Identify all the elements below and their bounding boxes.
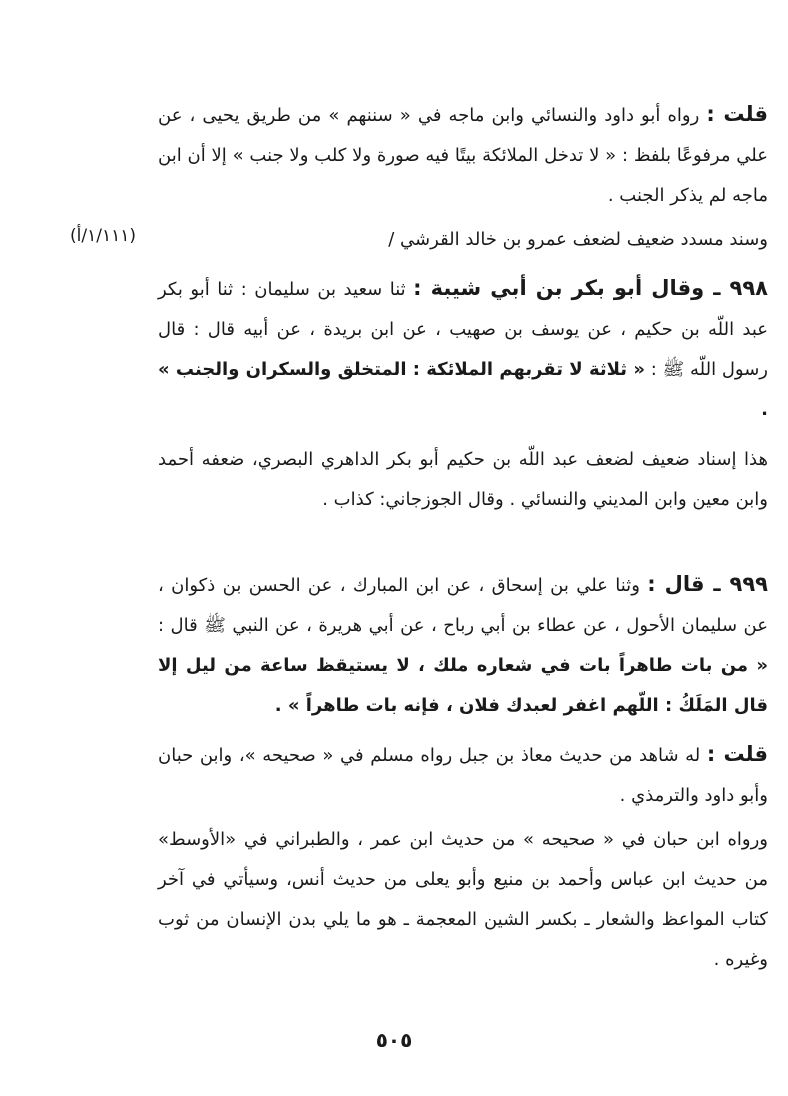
hadith-998 [158,268,768,430]
paragraph-qultu-1 [158,94,768,216]
paragraph-text: ورواه ابن حبان في « صحيحه » من حديث ابن عمر ، والطبراني في «الأوسط» من حديث ابن عباس وأحمد بن منيع وأبو يعلى من حديث أنس، وسيأتي في آخر كتاب المواعظ والشعار ـ بكسر الشين المعجمة ـ هو ما يلي بدن الإنسان من ثوب وغيره . [158,829,768,970]
paragraph-text: رواه أبو داود والنسائي وابن ماجه في « سننهم » من طريق يحيى ، عن علي مرفوعًا بلفظ : « لا تدخل الملائكة بيتًا فيه صورة ولا كلب ولا جنب » إلا أن ابن ماجه لم يذكر الجنب . [158,105,768,206]
paragraph-text: هذا إسناد ضعيف لضعف عبد اللّه بن حكيم أبو بكر الداهري البصري، ضعفه أحمد وابن معين وابن المديني والنسائي . وقال الجوزجاني: كذاب . [158,449,768,510]
margin-reference: (١/١١١/أ) [70,226,136,246]
hadith-matn: « ثلاثة لا تقربهم الملائكة : المتخلق والسكران والجنب » . [158,359,768,420]
paragraph-lead: قلت : [706,102,768,126]
hadith-999 [158,564,768,726]
paragraph-isnad-daif [158,440,768,520]
paragraph-qultu-2 [158,734,768,816]
paragraph-ibn-hibban [158,820,768,980]
paragraph-lead: قلت : [706,742,768,766]
paragraph-text: له شاهد من حديث معاذ بن جبل رواه مسلم في « صحيحه »، وابن حبان وأبو داود والترمذي . [158,745,768,806]
paragraph-musaddad [158,220,768,260]
hadith-heading: ٩٩٨ ـ وقال أبو بكر بن أبي شيبة : [413,276,768,300]
hadith-isnad: وثنا علي بن إسحاق ، عن ابن المبارك ، عن الحسن بن ذكوان ، عن سليمان الأحول ، عن عطاء بن أبي رباح ، عن أبي هريرة ، عن النبي ﷺ قال : [158,575,768,636]
hadith-matn: « من بات طاهراً بات في شعاره ملك ، لا يستيقظ ساعة من ليل إلا قال المَلَكُ : اللّهم اغفر لعبدك فلان ، فإنه بات طاهراً » . [158,655,768,716]
hadith-heading: ٩٩٩ ـ قال : [647,572,768,596]
paragraph-text: وسند مسدد ضعيف لضعف عمرو بن خالد القرشي / [388,229,768,250]
page-number: ٥٠٥ [375,1028,413,1052]
hadith-isnad: ثنا سعيد بن سليمان : ثنا أبو بكر عبد اللّه بن حكيم ، عن يوسف بن صهيب ، عن ابن بريدة ، عن أبيه قال : قال رسول اللّه ﷺ : [158,279,768,380]
